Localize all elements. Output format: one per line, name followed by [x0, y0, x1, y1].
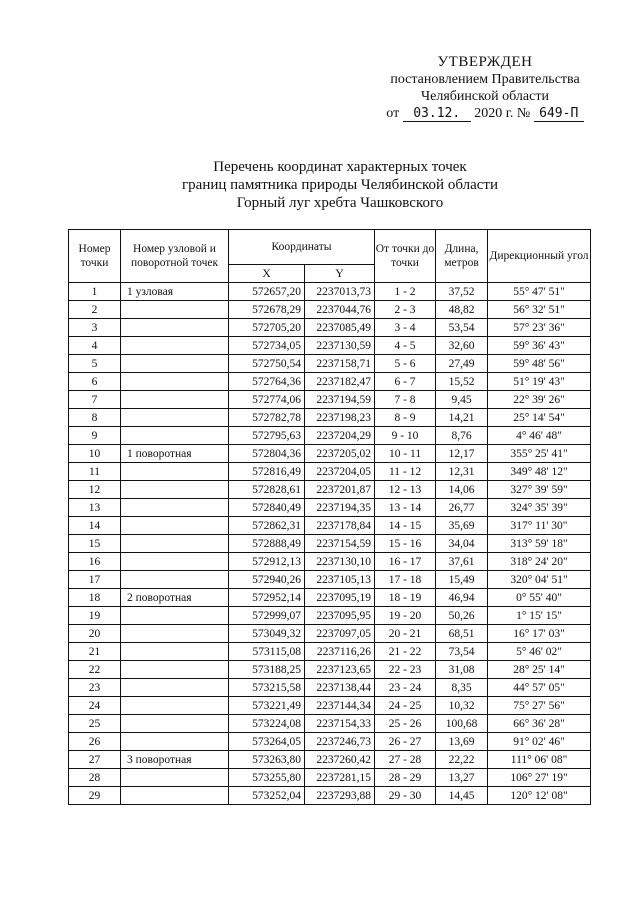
cell-length: 14,21 [436, 409, 488, 427]
cell-angle: 51° 19' 43" [488, 373, 591, 391]
cell-length: 10,32 [436, 697, 488, 715]
table-row [69, 787, 591, 805]
cell-segment: 13 - 14 [375, 499, 436, 517]
cell-length: 68,51 [436, 625, 488, 643]
cell-segment: 24 - 25 [375, 697, 436, 715]
cell-point-no: 3 [69, 319, 121, 337]
cell-y: 2237085,49 [305, 319, 375, 337]
cell-segment: 21 - 22 [375, 643, 436, 661]
number-field: 649-П [534, 106, 584, 122]
cell-node-type [121, 355, 229, 373]
cell-angle: 22° 39' 26" [488, 391, 591, 409]
cell-segment: 14 - 15 [375, 517, 436, 535]
cell-point-no: 12 [69, 481, 121, 499]
cell-angle: 75° 27' 56" [488, 697, 591, 715]
cell-segment: 6 - 7 [375, 373, 436, 391]
table-row [69, 337, 591, 355]
table-row [69, 697, 591, 715]
cell-node-type [121, 697, 229, 715]
cell-node-type [121, 733, 229, 751]
cell-length: 31,08 [436, 661, 488, 679]
cell-x: 573264,05 [229, 733, 305, 751]
cell-point-no: 22 [69, 661, 121, 679]
cell-length: 12,17 [436, 445, 488, 463]
table-row [69, 409, 591, 427]
table-row [69, 481, 591, 499]
cell-point-no: 4 [69, 337, 121, 355]
cell-length: 53,54 [436, 319, 488, 337]
cell-point-no: 10 [69, 445, 121, 463]
cell-x: 573224,08 [229, 715, 305, 733]
cell-segment: 15 - 16 [375, 535, 436, 553]
cell-x: 573215,58 [229, 679, 305, 697]
cell-y: 2237154,59 [305, 535, 375, 553]
cell-angle: 44° 57' 05" [488, 679, 591, 697]
cell-node-type [121, 553, 229, 571]
cell-segment: 7 - 8 [375, 391, 436, 409]
cell-node-type [121, 661, 229, 679]
cell-length: 48,82 [436, 301, 488, 319]
table-row [69, 445, 591, 463]
cell-y: 2237204,29 [305, 427, 375, 445]
approval-heading: УТВЕРЖДЕН [437, 54, 533, 70]
cell-length: 35,69 [436, 517, 488, 535]
cell-node-type [121, 517, 229, 535]
cell-segment: 11 - 12 [375, 463, 436, 481]
table-row [69, 769, 591, 787]
cell-node-type: 3 поворотная [121, 751, 229, 769]
table-row [69, 643, 591, 661]
cell-node-type [121, 607, 229, 625]
table-row [69, 535, 591, 553]
cell-length: 8,35 [436, 679, 488, 697]
cell-x: 573263,80 [229, 751, 305, 769]
cell-point-no: 28 [69, 769, 121, 787]
cell-angle: 324° 35' 39" [488, 499, 591, 517]
cell-segment: 23 - 24 [375, 679, 436, 697]
cell-length: 46,94 [436, 589, 488, 607]
table-row [69, 319, 591, 337]
table-row [69, 625, 591, 643]
cell-y: 2237194,59 [305, 391, 375, 409]
table-row [69, 571, 591, 589]
cell-x: 572734,05 [229, 337, 305, 355]
cell-angle: 111° 06' 08" [488, 751, 591, 769]
header-y: Y [305, 265, 375, 283]
table-row [69, 553, 591, 571]
cell-angle: 59° 36' 43" [488, 337, 591, 355]
cell-segment: 20 - 21 [375, 625, 436, 643]
cell-length: 22,22 [436, 751, 488, 769]
cell-y: 2237116,26 [305, 643, 375, 661]
cell-y: 2237201,87 [305, 481, 375, 499]
cell-length: 26,77 [436, 499, 488, 517]
cell-x: 572952,14 [229, 589, 305, 607]
cell-angle: 4° 46' 48" [488, 427, 591, 445]
cell-length: 15,49 [436, 571, 488, 589]
cell-node-type: 1 узловая [121, 283, 229, 301]
cell-node-type [121, 373, 229, 391]
cell-node-type [121, 787, 229, 805]
cell-point-no: 19 [69, 607, 121, 625]
cell-angle: 5° 46' 02" [488, 643, 591, 661]
cell-segment: 17 - 18 [375, 571, 436, 589]
cell-segment: 8 - 9 [375, 409, 436, 427]
title-line-3: Горный луг хребта Чашковского [236, 195, 444, 211]
cell-point-no: 21 [69, 643, 121, 661]
cell-angle: 66° 36' 28" [488, 715, 591, 733]
cell-y: 2237293,88 [305, 787, 375, 805]
cell-y: 2237130,10 [305, 553, 375, 571]
table-row [69, 733, 591, 751]
cell-point-no: 1 [69, 283, 121, 301]
cell-angle: 16° 17' 03" [488, 625, 591, 643]
cell-x: 572804,36 [229, 445, 305, 463]
cell-node-type [121, 463, 229, 481]
cell-node-type [121, 571, 229, 589]
table-row [69, 679, 591, 697]
cell-y: 2237138,44 [305, 679, 375, 697]
cell-x: 572764,36 [229, 373, 305, 391]
header-length: Длина, метров [436, 230, 488, 283]
table-row [69, 607, 591, 625]
cell-x: 572828,61 [229, 481, 305, 499]
cell-length: 32,60 [436, 337, 488, 355]
cell-length: 73,54 [436, 643, 488, 661]
approval-line-2: Челябинской области [421, 89, 549, 104]
cell-node-type [121, 427, 229, 445]
cell-segment: 28 - 29 [375, 769, 436, 787]
cell-segment: 1 - 2 [375, 283, 436, 301]
table-row [69, 427, 591, 445]
cell-length: 27,49 [436, 355, 488, 373]
cell-x: 573049,32 [229, 625, 305, 643]
table-row [69, 355, 591, 373]
cell-length: 13,69 [436, 733, 488, 751]
cell-node-type [121, 499, 229, 517]
cell-x: 573188,25 [229, 661, 305, 679]
cell-node-type: 2 поворотная [121, 589, 229, 607]
cell-point-no: 25 [69, 715, 121, 733]
cell-node-type [121, 643, 229, 661]
cell-point-no: 24 [69, 697, 121, 715]
cell-x: 573255,80 [229, 769, 305, 787]
cell-angle: 0° 55' 40" [488, 589, 591, 607]
cell-x: 572795,63 [229, 427, 305, 445]
cell-x: 572705,20 [229, 319, 305, 337]
cell-angle: 55° 47' 51" [488, 283, 591, 301]
cell-angle: 327° 39' 59" [488, 481, 591, 499]
header-x: X [229, 265, 305, 283]
cell-node-type [121, 391, 229, 409]
cell-segment: 5 - 6 [375, 355, 436, 373]
table-row [69, 283, 591, 301]
cell-node-type [121, 769, 229, 787]
date-field: 03.12. [403, 106, 471, 122]
cell-y: 2237205,02 [305, 445, 375, 463]
coordinates-table [68, 229, 591, 805]
table-row [69, 751, 591, 769]
cell-segment: 19 - 20 [375, 607, 436, 625]
cell-point-no: 2 [69, 301, 121, 319]
cell-point-no: 23 [69, 679, 121, 697]
cell-y: 2237246,73 [305, 733, 375, 751]
cell-segment: 27 - 28 [375, 751, 436, 769]
cell-point-no: 29 [69, 787, 121, 805]
cell-point-no: 27 [69, 751, 121, 769]
cell-y: 2237198,23 [305, 409, 375, 427]
cell-segment: 22 - 23 [375, 661, 436, 679]
cell-angle: 1° 15' 15" [488, 607, 591, 625]
cell-angle: 317° 11' 30" [488, 517, 591, 535]
table-row [69, 391, 591, 409]
date-prefix: от [386, 106, 400, 121]
cell-x: 572999,07 [229, 607, 305, 625]
cell-x: 573115,08 [229, 643, 305, 661]
cell-length: 50,26 [436, 607, 488, 625]
cell-y: 2237260,42 [305, 751, 375, 769]
cell-x: 572750,54 [229, 355, 305, 373]
table-row [69, 373, 591, 391]
cell-x: 573221,49 [229, 697, 305, 715]
cell-segment: 16 - 17 [375, 553, 436, 571]
cell-angle: 25° 14' 54" [488, 409, 591, 427]
cell-y: 2237095,19 [305, 589, 375, 607]
cell-node-type [121, 679, 229, 697]
cell-y: 2237044,76 [305, 301, 375, 319]
cell-angle: 120° 12' 08" [488, 787, 591, 805]
cell-node-type [121, 535, 229, 553]
cell-y: 2237158,71 [305, 355, 375, 373]
cell-length: 13,27 [436, 769, 488, 787]
cell-point-no: 7 [69, 391, 121, 409]
cell-node-type: 1 поворотная [121, 445, 229, 463]
cell-segment: 9 - 10 [375, 427, 436, 445]
table-row [69, 301, 591, 319]
cell-segment: 3 - 4 [375, 319, 436, 337]
cell-length: 12,31 [436, 463, 488, 481]
cell-angle: 106° 27' 19" [488, 769, 591, 787]
cell-segment: 2 - 3 [375, 301, 436, 319]
document-title [140, 158, 540, 212]
table-row [69, 499, 591, 517]
cell-point-no: 11 [69, 463, 121, 481]
cell-x: 572888,49 [229, 535, 305, 553]
cell-y: 2237013,73 [305, 283, 375, 301]
cell-angle: 56° 32' 51" [488, 301, 591, 319]
cell-y: 2237194,35 [305, 499, 375, 517]
cell-x: 572840,49 [229, 499, 305, 517]
cell-y: 2237144,34 [305, 697, 375, 715]
cell-angle: 318° 24' 20" [488, 553, 591, 571]
cell-point-no: 9 [69, 427, 121, 445]
cell-point-no: 6 [69, 373, 121, 391]
cell-angle: 320° 04' 51" [488, 571, 591, 589]
cell-length: 14,06 [436, 481, 488, 499]
cell-segment: 26 - 27 [375, 733, 436, 751]
cell-y: 2237130,59 [305, 337, 375, 355]
cell-length: 8,76 [436, 427, 488, 445]
table-row [69, 715, 591, 733]
table-row [69, 463, 591, 481]
cell-segment: 18 - 19 [375, 589, 436, 607]
cell-node-type [121, 337, 229, 355]
title-line-1: Перечень координат характерных точек [213, 159, 467, 175]
header-coordinates: Координаты [229, 230, 375, 265]
cell-point-no: 17 [69, 571, 121, 589]
cell-point-no: 20 [69, 625, 121, 643]
cell-point-no: 14 [69, 517, 121, 535]
year-text: 2020 г. № [474, 106, 531, 121]
header-node-type: Номер узловой и поворотной точек [121, 230, 229, 283]
cell-x: 572912,13 [229, 553, 305, 571]
approval-stamp [360, 54, 610, 122]
cell-x: 572940,26 [229, 571, 305, 589]
cell-angle: 91° 02' 46" [488, 733, 591, 751]
cell-length: 34,04 [436, 535, 488, 553]
cell-node-type [121, 409, 229, 427]
cell-node-type [121, 481, 229, 499]
cell-x: 572774,06 [229, 391, 305, 409]
cell-point-no: 13 [69, 499, 121, 517]
header-point-no: Номер точки [69, 230, 121, 283]
cell-y: 2237123,65 [305, 661, 375, 679]
cell-segment: 10 - 11 [375, 445, 436, 463]
cell-point-no: 18 [69, 589, 121, 607]
cell-length: 37,52 [436, 283, 488, 301]
cell-length: 37,61 [436, 553, 488, 571]
cell-point-no: 16 [69, 553, 121, 571]
cell-x: 572657,20 [229, 283, 305, 301]
cell-x: 572678,29 [229, 301, 305, 319]
table-row [69, 589, 591, 607]
cell-segment: 25 - 26 [375, 715, 436, 733]
cell-length: 15,52 [436, 373, 488, 391]
approval-line-1: постановлением Правительства [390, 72, 580, 87]
cell-node-type [121, 715, 229, 733]
cell-length: 9,45 [436, 391, 488, 409]
cell-angle: 355° 25' 41" [488, 445, 591, 463]
table-row [69, 661, 591, 679]
cell-y: 2237154,33 [305, 715, 375, 733]
cell-point-no: 15 [69, 535, 121, 553]
cell-node-type [121, 319, 229, 337]
cell-x: 572816,49 [229, 463, 305, 481]
cell-node-type [121, 625, 229, 643]
cell-angle: 59° 48' 56" [488, 355, 591, 373]
title-line-2: границ памятника природы Челябинской области [182, 177, 498, 193]
cell-point-no: 5 [69, 355, 121, 373]
cell-y: 2237097,05 [305, 625, 375, 643]
cell-y: 2237281,15 [305, 769, 375, 787]
header-from-to: От точки до точки [375, 230, 436, 283]
cell-angle: 57° 23' 36" [488, 319, 591, 337]
cell-y: 2237105,13 [305, 571, 375, 589]
cell-x: 572862,31 [229, 517, 305, 535]
cell-segment: 4 - 5 [375, 337, 436, 355]
cell-angle: 349° 48' 12" [488, 463, 591, 481]
cell-angle: 28° 25' 14" [488, 661, 591, 679]
cell-segment: 12 - 13 [375, 481, 436, 499]
cell-y: 2237095,95 [305, 607, 375, 625]
cell-length: 14,45 [436, 787, 488, 805]
table-row [69, 517, 591, 535]
cell-node-type [121, 301, 229, 319]
cell-x: 572782,78 [229, 409, 305, 427]
header-angle: Дирекционный угол [488, 230, 591, 283]
cell-length: 100,68 [436, 715, 488, 733]
approval-date-row [360, 105, 610, 122]
cell-y: 2237178,84 [305, 517, 375, 535]
cell-x: 573252,04 [229, 787, 305, 805]
cell-point-no: 8 [69, 409, 121, 427]
cell-point-no: 26 [69, 733, 121, 751]
cell-y: 2237204,05 [305, 463, 375, 481]
cell-angle: 313° 59' 18" [488, 535, 591, 553]
cell-segment: 29 - 30 [375, 787, 436, 805]
cell-y: 2237182,47 [305, 373, 375, 391]
